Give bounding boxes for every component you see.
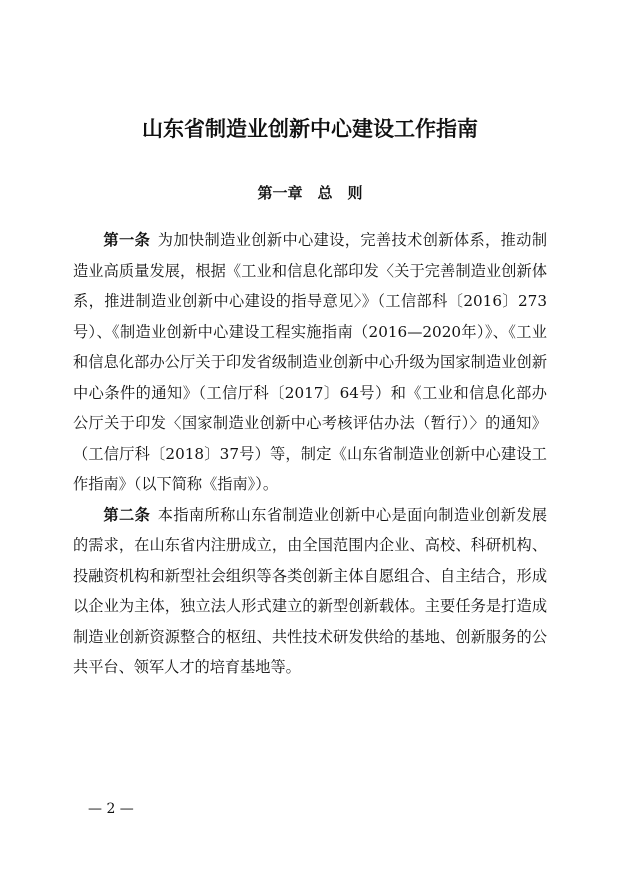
article-paragraph	[73, 500, 547, 683]
page-number: — 2 —	[88, 801, 134, 817]
article-label: 第一条	[103, 231, 151, 249]
article-label: 第二条	[103, 505, 151, 524]
article-paragraph	[73, 225, 547, 500]
document-title: 山东省制造业创新中心建设工作指南	[142, 116, 478, 141]
document-body	[73, 225, 547, 683]
chapter-title: 第一章 总 则	[257, 184, 363, 202]
article-text: 为加快制造业创新中心建设，完善技术创新体系，推动制造业高质量发展，根据《工业和信息化部印发〈关于完善制造业创新体系，推进制造业创新中心建设的指导意见〉》（工信部科〔2016〕273号）、《制造业创新中心建设工程实施指南（2016—2020年）》、《工业和信息化部办公厅关于印发省级制造业创新中心升级为国家制造业创新中心条件的通知》（工信厅科〔2017〕64号）和《工业和信息化部办公厅关于印发〈国家制造业创新中心考核评估办法（暂行）〉的通知》（工信厅科〔2018〕37号）等，制定《山东省制造业创新中心建设工作指南》（以下简称《指南》）。	[73, 231, 548, 493]
article-text: 本指南所称山东省制造业创新中心是面向制造业创新发展的需求，在山东省内注册成立，由全国范围内企业、高校、科研机构、投融资机构和新型社会组织等各类创新主体自愿组合、自主结合，形成以企业为主体，独立法人形式建立的新型创新载体。主要任务是打造成制造业创新资源整合的枢纽、共性技术研发供给的基地、创新服务的公共平台、领军人才的培育基地等。	[73, 505, 548, 676]
